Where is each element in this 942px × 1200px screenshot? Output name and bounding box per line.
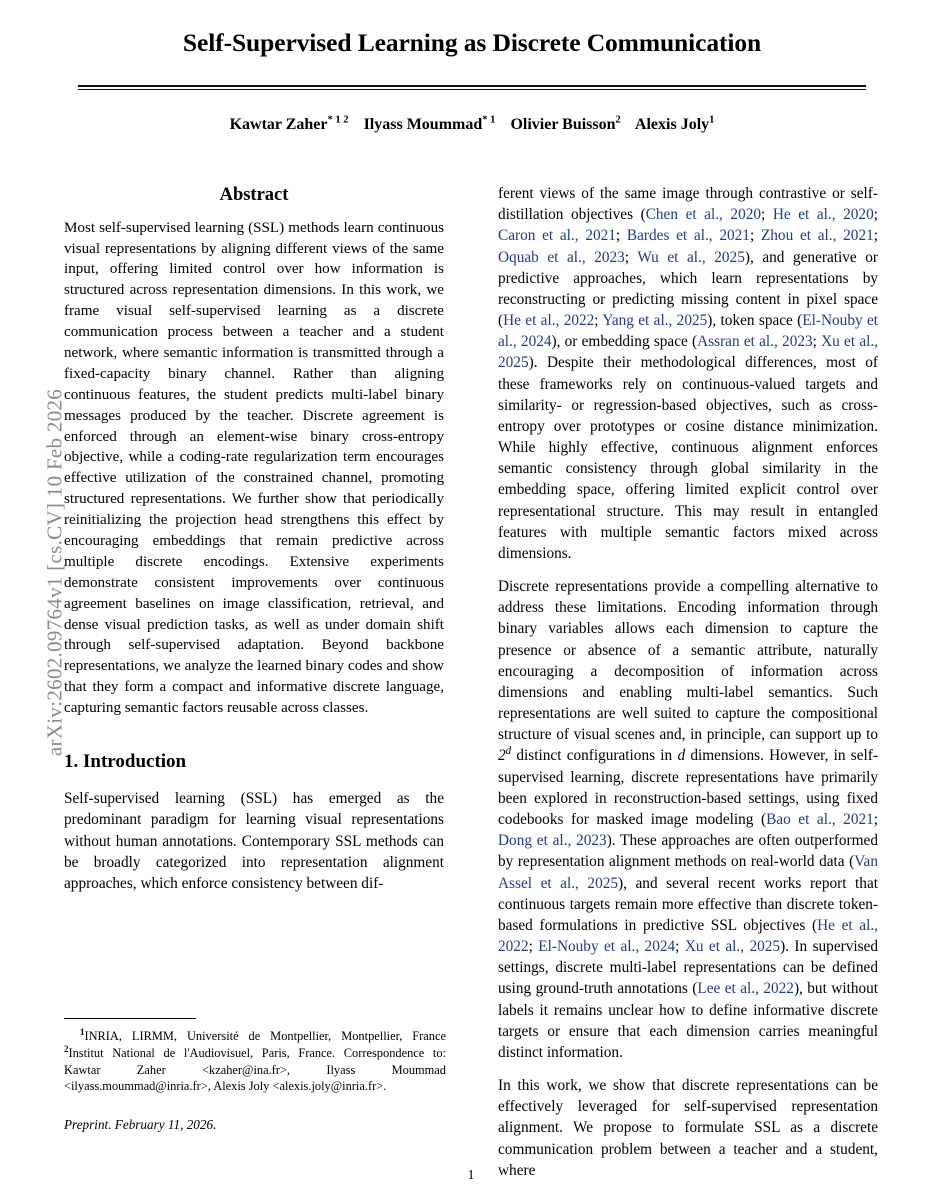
right-column [498,183,878,1181]
right-paragraph-3: In this work, we show that discrete representations can be effectively leveraged for self-supervised representation alignment. We propose to formulate SSL as a discrete communication problem between a teacher and a student, where [498,1077,878,1179]
author-name: Olivier Buisson [510,115,616,133]
text-run: ), or embedding space ( [551,333,698,351]
math-base-two: 2 [498,747,506,765]
math-variable-d: d [677,747,686,765]
author-name: Alexis Joly [634,115,710,133]
section-heading-introduction: 1. Introduction [64,750,187,772]
text-run: ; [615,227,627,245]
text-run: dimensions. However, in self-supervised learning, discrete representations have primarily been explored in reconstruction-based settings, using fixed codebooks for masked image modeling ( [498,747,878,828]
author-marks: * 1 [482,114,496,126]
math-exponent-d: d [505,745,512,758]
text-run: ), and generative or predictive approaches, which learn representations by reconstructing or predicting missing content in pixel space ( [498,248,878,330]
citation-assran-2023[interactable]: Assran et al., 2023 [697,333,813,351]
citation-xu-2025-b[interactable]: Xu et al., 2025 [684,938,781,956]
text-run: ; [873,227,879,245]
text-run: ). In supervised settings, discrete multi-label representations can be defined using ground-truth annotations ( [498,938,879,998]
text-run: ; [873,810,879,828]
author-marks: 1 [709,114,715,126]
page-title: Self-Supervised Learning as Discrete Communication [182,28,762,57]
text-run: ; [528,938,539,956]
text-run: ), but without labels it remains unclear how to define informative discrete targets or ensure that each dimension carries meaningful distinct information. [498,980,879,1061]
citation-vanassel-2025[interactable]: Van Assel et al., 2025 [498,853,878,892]
footnote-mark-1: 1 [80,1026,85,1037]
citation-wu-2025[interactable]: Wu et al., 2025 [637,248,745,266]
citation-dong-2023[interactable]: Dong et al., 2023 [498,832,607,850]
author-entry [364,116,496,133]
author-entry [230,116,349,133]
author-marks: 2 [615,114,621,126]
paper-header [78,22,866,134]
citation-elnouby-2024-b[interactable]: El-Nouby et al., 2024 [538,938,676,956]
author-marks: * 1 2 [327,114,349,126]
text-run: ; [624,248,638,266]
citation-chen-2020[interactable]: Chen et al., 2020 [645,206,762,224]
author-name: Ilyass Moummad [363,115,483,133]
text-run: ). These approaches are often outperformed by representation alignment methods on real-world data ( [498,832,878,871]
footnote-mark-2: 2 [64,1043,69,1054]
citation-oquab-2023[interactable]: Oquab et al., 2023 [498,248,625,266]
text-run: ; [761,206,773,224]
text-run: ). Despite their methodological differences, most of these frameworks rely on continuous-valued targets and similarity- or regression-based objectives, such as cross-entropy over prototypes or cosine distance minimization. While highly effective, continuous alignment enforces semantic consistency through global similarity in the embedding space, offering limited explicit control over representational structure. This may result in entangled features with multiple semantic factors mixed across dimensions. [498,354,878,562]
text-run: Discrete representations provide a compelling alternative to address these limitations. Encoding information through binary variables allows each dimension to capture the presence or absence of a semantic attribute, naturally encouraging a decomposition of information across dimensions and enabling multi-label semantics. Such representations are well suited to capture the compositional structure of visual scenes and, in principle, can support up to [498,578,878,744]
text-run: ; [675,938,685,956]
page-number: 1 [467,1168,475,1183]
text-run: ; [749,227,761,245]
citation-bardes-2021[interactable]: Bardes et al., 2021 [626,227,750,245]
citation-he-2022[interactable]: He et al., 2022 [503,312,595,330]
citation-caron-2021[interactable]: Caron et al., 2021 [498,227,616,245]
header-divider [78,85,866,90]
citation-bao-2021[interactable]: Bao et al., 2021 [766,810,874,828]
citation-he-2022-b[interactable]: He et al., 2022 [498,916,878,956]
text-run: ; [873,206,878,224]
text-run: ferent views of the same image through contrastive or self-distillation objectives ( [498,185,878,224]
citation-he-2020[interactable]: He et al., 2020 [772,206,874,224]
abstract-heading: Abstract [219,185,289,205]
right-paragraph-1 [498,183,878,564]
text-run: ), and several recent works report that continuous targets remain more effective than discrete token-based formulations in predictive SSL objectives ( [498,874,878,934]
right-paragraph-2 [498,576,878,1063]
introduction-paragraph-1: Self-supervised learning (SSL) has emerged as the predominant paradigm for learning visual representations without human annotations. Contemporary SSL methods can be broadly categorized into representation alignment approaches, which enforce consistency between dif- [64,790,444,892]
text-run: ), token space ( [707,312,803,330]
footnote-divider [64,1018,196,1019]
citation-zhou-2021[interactable]: Zhou et al., 2021 [760,227,874,245]
left-column [64,183,444,894]
author-list [78,116,866,134]
text-run: distinct configurations in [511,747,678,765]
citation-xu-2025[interactable]: Xu et al., 2025 [498,333,879,372]
footnote-block [64,1018,446,1133]
text-run: INRIA, LIRMM, Université de Montpellier, Montpellier, France [84,1029,446,1043]
abstract-text: Most self-supervised learning (SSL) methods learn continuous visual representations by aligning different views of the same input, offering limited control over how information is structured across representation dimensions. In this work, we frame visual self-supervised learning as a discrete communication process between a teacher and a student network, where semantic information is transmitted through a fixed-capacity binary channel. Rather than aligning continuous features, the student predicts multi-label binary messages produced by the teacher. Discrete agreement is enforced through an element-wise binary cross-entropy objective, while a coding-rate regularization term encourages effective utilization of the constrained channel, promoting structured representations. We further show that periodically reinitializing the projection head strengthens this effect by encouraging embeddings that remain predictive across multiple discrete encodings. Extensive experiments demonstrate consistent improvements over continuous agreement baselines on image classification, retrieval, and dense visual prediction tasks, as well as under domain shift through self-supervised adaptation. Beyond backbone representations, we analyze the learned binary codes and show that they form a compact and informative discrete language, capturing semantic factors reusable across classes. [64,219,444,717]
author-name: Kawtar Zaher [229,115,328,133]
preprint-notice: Preprint. February 11, 2026. [64,1117,217,1133]
citation-lee-2022[interactable]: Lee et al., 2022 [697,980,794,998]
affiliation-footnote [64,1028,446,1095]
text-run: Institut National de l'Audiovisuel, Paris, France. Correspondence to: Kawtar Zaher <kzaher@ina.fr>, Ilyass Moummad <ilyass.moummad@inria.fr>, Alexis Joly <alexis.joly@inria.fr>. [64,1045,446,1094]
author-entry [510,116,620,133]
citation-yang-2025[interactable]: Yang et al., 2025 [602,312,708,330]
text-run: ; [594,312,603,330]
author-entry [635,116,715,133]
arxiv-stamp: arXiv:2602.09764v1 [cs.CV] 10 Feb 2026 [42,388,67,757]
text-run: ; [812,333,822,351]
citation-elnouby-2024[interactable]: El-Nouby et al., 2024 [498,312,878,351]
